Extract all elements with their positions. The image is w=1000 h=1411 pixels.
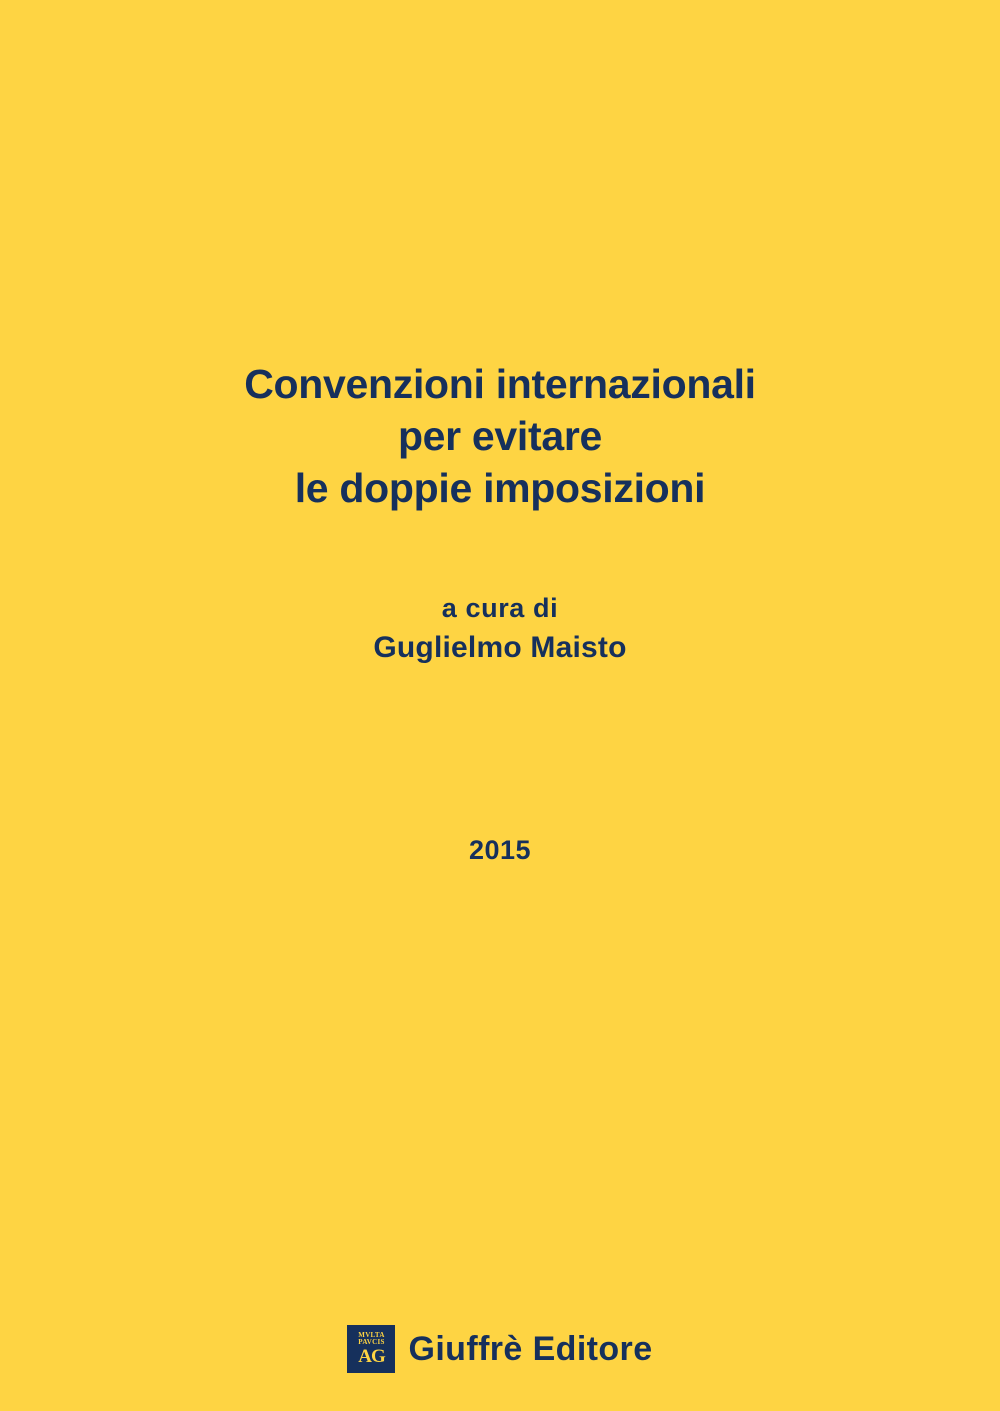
giuffre-logo-icon xyxy=(347,1325,395,1373)
title-line-1: Convenzioni internazionali xyxy=(244,361,756,407)
logo-monogram: AG xyxy=(358,1345,385,1367)
publication-year xyxy=(0,835,1000,866)
logo-motto-line-1: MVLTA xyxy=(358,1330,385,1339)
editor-label: a cura di xyxy=(441,593,559,623)
publisher-name: Giuffrè Editore xyxy=(408,1329,653,1368)
editor-credit xyxy=(0,588,1000,668)
logo-motto-line-2: PAVCIS xyxy=(358,1337,385,1346)
page-title xyxy=(0,358,1000,514)
title-line-3: le doppie imposizioni xyxy=(294,465,706,511)
publisher-imprint xyxy=(0,1325,1000,1373)
year-text: 2015 xyxy=(468,835,532,865)
title-line-2: per evitare xyxy=(397,413,603,459)
editor-name: Guglielmo Maisto xyxy=(373,631,627,664)
